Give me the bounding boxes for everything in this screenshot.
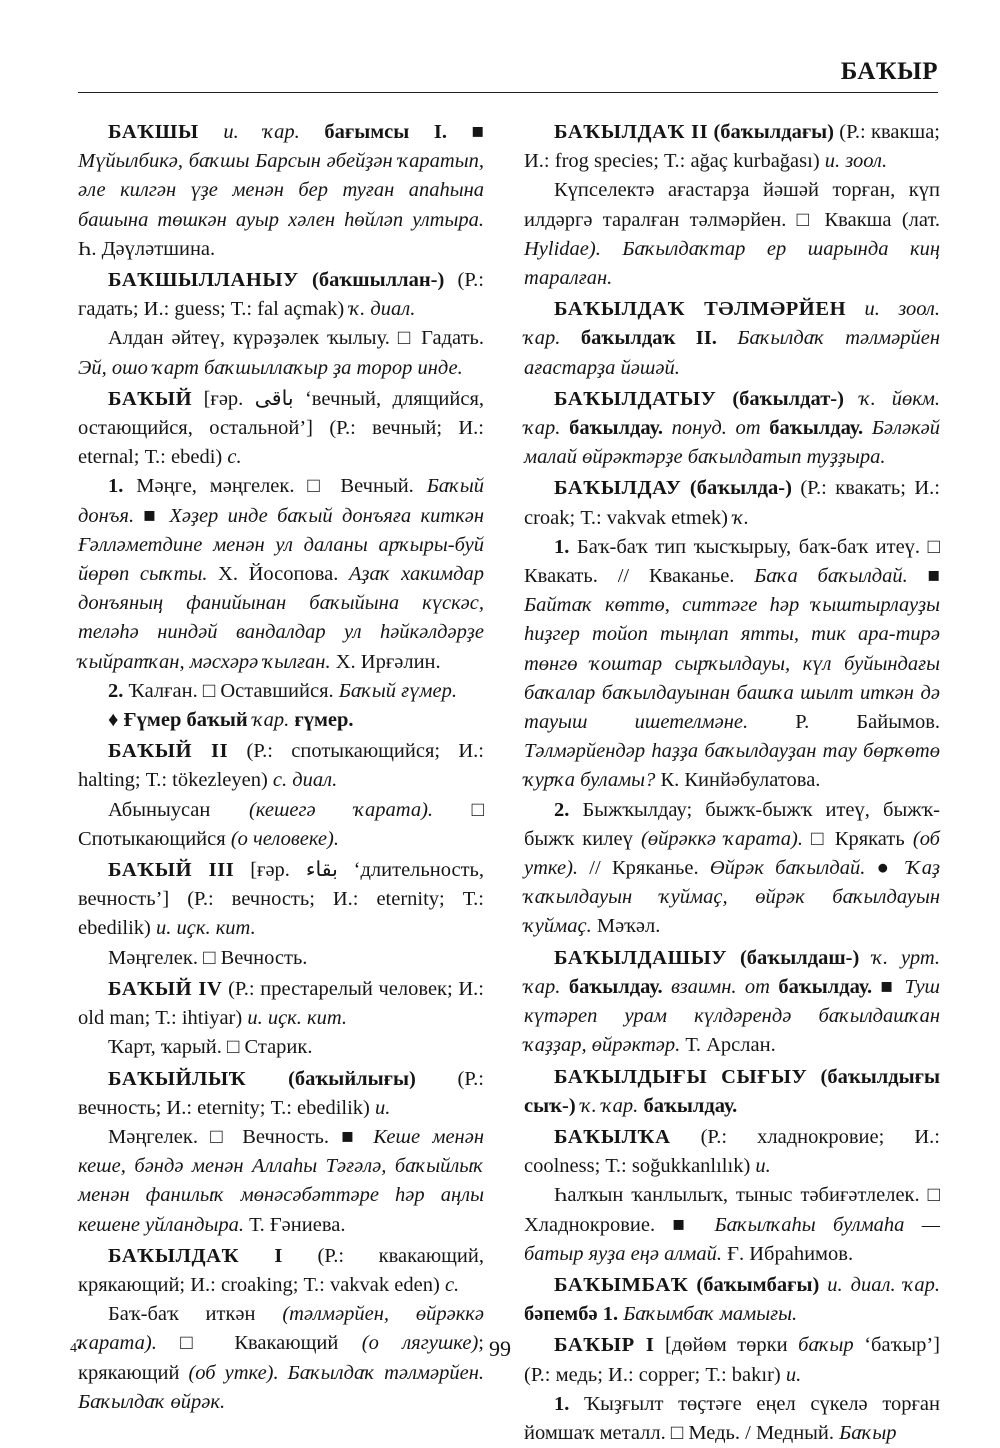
header-rule — [78, 92, 938, 93]
dictionary-paragraph: Һалҡын ҡанлылыҡ, тыныс тәбиғәтлелек. □ Хладнокровие. ■ Баҡылҡаһы булмаһа — батыр яуҙа еңә алмай. Ғ. Ибраһимов. — [524, 1184, 940, 1265]
dictionary-paragraph: БАҠШЫЛЛАНЫУ (баҡшыллан-) (Р.: гадать; И.: guess; Т.: fal açmak) ҡ. диал. — [78, 269, 484, 321]
dictionary-paragraph: Абыныусан (кешегә ҡарата). □ Спотыкающийся (о человеке). — [78, 798, 484, 850]
right-column — [524, 116, 940, 1448]
dictionary-paragraph: Ҡарт, ҡарый. □ Старик. — [108, 1036, 313, 1059]
dictionary-paragraph: Баҡ-баҡ иткән (тәлмәрйен, өйрәккә ҡарата). □ Квакающий (о лягушке); крякающий (об утке). Баҡылдаҡ тәлмәрйен. Баҡылдаҡ өйрәк. — [78, 1303, 484, 1413]
dictionary-paragraph: Алдан әйтеү, күрәҙәлек ҡылыу. □ Гадать. Эй, ошо ҡарт баҡшыллаҡыр ҙа торор инде. — [78, 327, 484, 379]
dictionary-paragraph: 1. Ҡыҙғылт төҫтәге еңел сүкелә торған йомшаҡ металл. □ Медь. / Медный. Баҡыр — [524, 1392, 940, 1444]
dictionary-paragraph: БАҠЫМБАҠ (баҡымбағы) и. диал. ҡар. бәпембә 1. Баҡымбаҡ мамығы. — [524, 1273, 940, 1326]
dictionary-paragraph: 2. Быжҡылдау; быжҡ-быжҡ итеү, быжҡ-быжҡ килеү (өйрәккә ҡарата). □ Крякать (об утке). // Кряканье. Өйрәк баҡылдай. ● Ҡаҙ ҡаҡылдауын ҡуймаҫ, өйрәк баҡылдауын ҡуймаҫ. Мәҡәл. — [524, 798, 940, 938]
dictionary-paragraph: БАҠШЫ и. ҡар. бағымсы I. ■ Мүйылбикә, баҡшы Барсын әбейҙән ҡаратып, әле килгән үҙе менән бер туған апаһына башына төшкән ауыр хәлен һөйләп ултыра. Һ. Дәүләтшина. — [78, 121, 485, 260]
dictionary-paragraph: БАҠЫЛДАҠ II (баҡылдағы) (Р.: квакша; И.: frog species; Т.: ağaç kurbağası) и. зоол. — [524, 121, 940, 173]
left-column — [78, 116, 484, 1417]
dictionary-paragraph: Мәңгелек. □ Вечность. ■ Кеше менән кеше, бәндә менән Аллаһы Тәғәлә, баҡыйлыҡ менән фанилыҡ мөнәсәбәттәре һәр аңлы кешене уйландыра. Т. Ғәниева. — [78, 1125, 484, 1236]
dictionary-paragraph: 1. Мәңге, мәңгелек. □ Вечный. Баҡый донъя. ■ Хәҙер инде баҡый донъяға киткән Ғәлләметдине менән ул даланы арҡыры-буй йөрөп сыҡты. Х. Йосопова. Аҙаҡ хакимдар донъяның фанийынан баҡыйына күскәс, теләһә ниндәй вандалдар ул һәйкәлдәрҙе ҡыйратҡан, мәсхәрә ҡылған. Х. Ирғәлин. — [78, 475, 485, 673]
dictionary-paragraph: Күпселектә ағастарҙа йәшәй торған, күп илдәргә таралған тәлмәрйен. □ Квакша (лат. Hylidae). Баҡылдаҡтар ер шарында киң таралған. — [524, 179, 940, 290]
dictionary-paragraph: БАҠЫЛДЫҒЫ СЫҒЫУ (баҡылдығы сыҡ-) ҡ. ҡар. баҡылдау. — [524, 1065, 940, 1117]
dictionary-paragraph: БАҠЫЛДАҠ I (Р.: квакающий, крякающий; И.: croaking; Т.: vakvak eden) с. — [78, 1244, 484, 1296]
dictionary-paragraph: БАҠЫЙЛЫҠ (баҡыйлығы) (Р.: вечность; И.: eternity; Т.: ebedilik) и. — [78, 1067, 484, 1119]
dictionary-paragraph: БАҠЫЙ III [ғәр. بقاء ‘длительность, вечность’] (Р.: вечность; И.: eternity; Т.: ebedilik) и. иҫк. кит. — [78, 859, 485, 940]
dictionary-paragraph: БАҠЫЛДАШЫУ (баҡылдаш-) ҡ. урт. ҡар. баҡылдау. взаимн. от баҡылдау. ■ Туш күтәреп урам күлдәрендә баҡылдашҡан ҡаҙҙар, өйрәктәр. Т. Арслан. — [524, 946, 941, 1057]
dictionary-paragraph: 2. Ҡалған. □ Оставшийся. Баҡый ғүмер. — [108, 679, 457, 702]
dictionary-paragraph: БАҠЫЛҠА (Р.: хладнокровие; И.: coolness; Т.: soğukkanlılık) и. — [524, 1125, 940, 1178]
dictionary-paragraph: БАҠЫЙ IV (Р.: престарелый человек; И.: old man; Т.: ihtiyar) и. иҫк. кит. — [78, 977, 485, 1030]
dictionary-paragraph: БАҠЫЛДАУ (баҡылда-) (Р.: квакать; И.: croak; Т.: vakvak etmek) ҡ. — [524, 477, 940, 529]
signature-mark: 4• — [70, 1341, 82, 1356]
dictionary-paragraph: ♦ Ғүмер баҡый ҡар. ғүмер. — [108, 709, 354, 732]
dictionary-paragraph: БАҠЫР I [дөйөм төрки баҡыр ‘баҡыр’] (Р.: медь; И.: copper; Т.: bakır) и. — [524, 1334, 940, 1386]
dictionary-paragraph: Мәңгелек. □ Вечность. — [108, 946, 308, 969]
dictionary-paragraph: БАҠЫЙ II (Р.: спотыкающийся; И.: halting; Т.: tökezleyen) с. диал. — [78, 740, 484, 792]
dictionary-paragraph: БАҠЫЛДАТЫУ (баҡылдат-) ҡ. йөкм. ҡар. баҡылдау. понуд. от баҡылдау. Бәләкәй малай өйрәктәрҙе баҡылдатып туҙҙыра. — [524, 387, 941, 469]
running-head: БАҠЫР — [840, 58, 938, 85]
dictionary-paragraph: БАҠЫЛДАҠ ТӘЛМӘРЙЕН и. зоол. ҡар. баҡылдаҡ II. Баҡылдаҡ тәлмәрйен ағастарҙа йәшәй. — [524, 298, 941, 379]
page-number: 99 — [489, 1336, 511, 1361]
dictionary-paragraph: 1. Баҡ-баҡ тип ҡысҡырыу, баҡ-баҡ итеү. □ Квакать. // Кваканье. Баҡа баҡылдай. ■ Байтаҡ көттө, ситтәге һәр ҡыштырлауҙы һиҙгер тойоп тыңлап ятты, тик ара-тирә төнгө ҡоштар сырҡылдауы, күл буйындағы баҡалар баҡылдауынан башҡа шылт иткән дә тауыш ишетелмәне. Р. Байымов. Тәлмәрйендәр һаҙҙа баҡылдауҙан тау бөрҡөтө ҡурҡа буламы? К. Кинйәбулатова. — [524, 535, 941, 792]
dictionary-paragraph: БАҠЫЙ [ғәр. باقى ‘вечный, длящийся, остающийся, остальной’] (Р.: вечный; И.: eternal; Т.: ebedi) с. — [78, 387, 484, 469]
